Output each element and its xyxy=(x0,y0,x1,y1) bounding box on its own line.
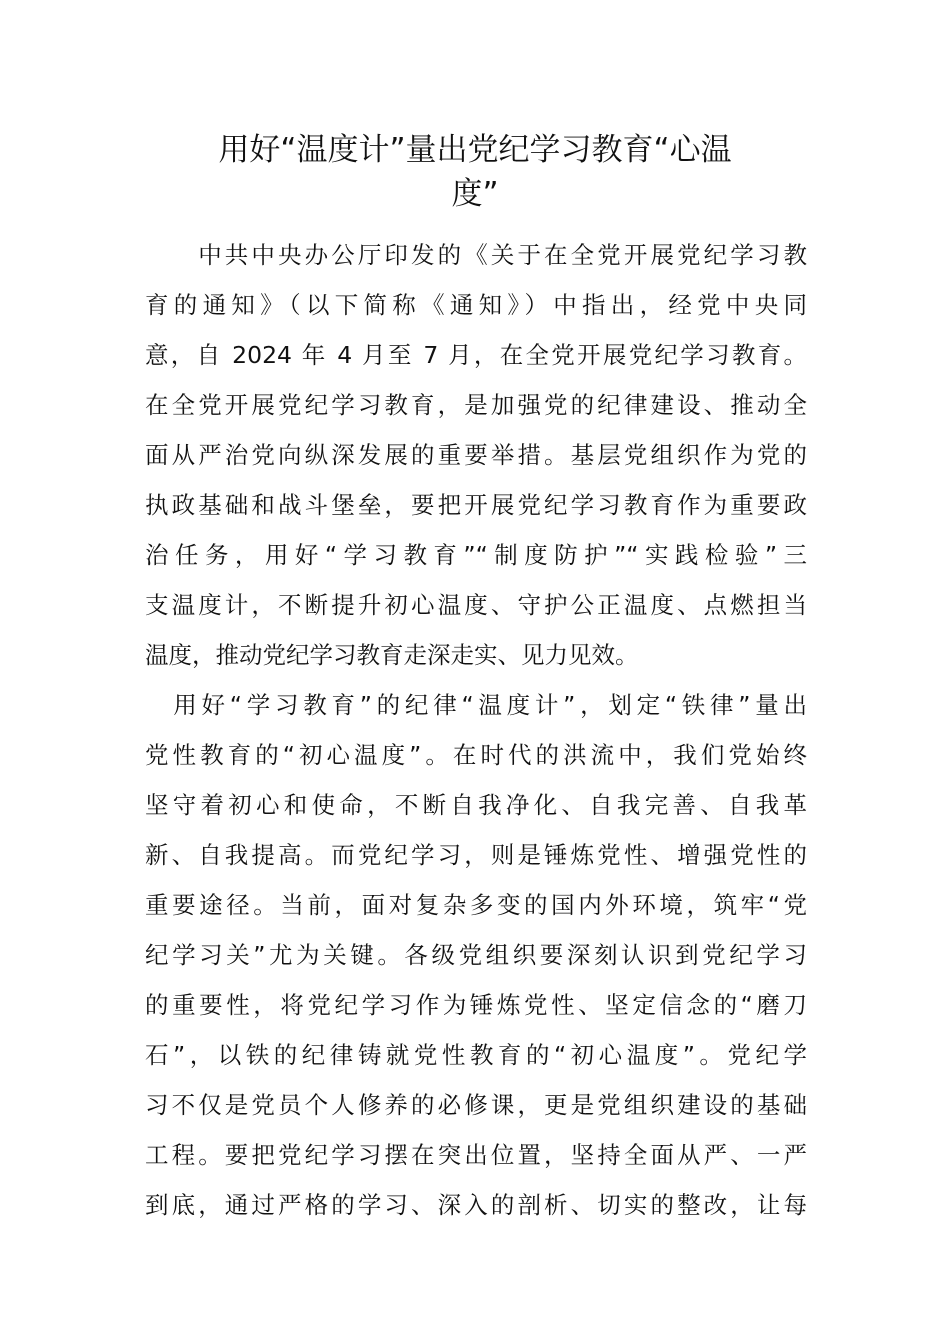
paragraph-2 xyxy=(145,680,807,1230)
text-line: 的重要性，将党纪学习作为锤炼党性、坚定信念的“磨刀 xyxy=(145,991,807,1019)
text-line: 温度，推动党纪学习教育走深走实、见力见效。 xyxy=(145,641,639,669)
text-line: 新、自我提高。而党纪学习，则是锤炼党性、增强党性的 xyxy=(145,841,807,869)
text-line: 意，自 2024 年 4 月至 7 月，在全党开展党纪学习教育。 xyxy=(145,341,807,369)
text-line: 纪学习关”尤为关键。各级党组织要深刻认识到党纪学习 xyxy=(145,941,807,969)
text-line: 习不仅是党员个人修养的必修课，更是党组织建设的基础 xyxy=(145,1091,807,1119)
text-line: 党性教育的“初心温度”。在时代的洪流中，我们党始终 xyxy=(145,741,807,769)
text-line: 育的通知》（以下简称《通知》）中指出，经党中央同 xyxy=(145,291,807,319)
text-line: 面从严治党向纵深发展的重要举措。基层党组织作为党的 xyxy=(145,441,807,469)
text-line: 到底，通过严格的学习、深入的剖析、切实的整改，让每 xyxy=(145,1191,807,1219)
text-line: 执政基础和战斗堡垒，要把开展党纪学习教育作为重要政 xyxy=(145,491,807,519)
text-line: 中共中央办公厅印发的《关于在全党开展党纪学习教 xyxy=(145,241,807,269)
text-line: 治任务，用好“学习教育”“制度防护”“实践检验”三 xyxy=(145,541,807,569)
title-line-1: 用好“温度计”量出党纪学习教育“心温 xyxy=(218,132,732,168)
document-title xyxy=(145,128,805,216)
text-line: 用好“学习教育”的纪律“温度计”，划定“铁律”量出 xyxy=(145,691,807,719)
document-body xyxy=(145,230,807,1230)
text-line: 重要途径。当前，面对复杂多变的国内外环境，筑牢“党 xyxy=(145,891,807,919)
title-line-2: 度” xyxy=(451,176,499,212)
text-line: 工程。要把党纪学习摆在突出位置，坚持全面从严、一严 xyxy=(145,1141,807,1169)
text-line: 坚守着初心和使命，不断自我净化、自我完善、自我革 xyxy=(145,791,807,819)
text-line: 支温度计，不断提升初心温度、守护公正温度、点燃担当 xyxy=(145,591,807,619)
paragraph-1 xyxy=(145,230,807,680)
text-line: 石”，以铁的纪律铸就党性教育的“初心温度”。党纪学 xyxy=(145,1041,807,1069)
text-line: 在全党开展党纪学习教育，是加强党的纪律建设、推动全 xyxy=(145,391,807,419)
